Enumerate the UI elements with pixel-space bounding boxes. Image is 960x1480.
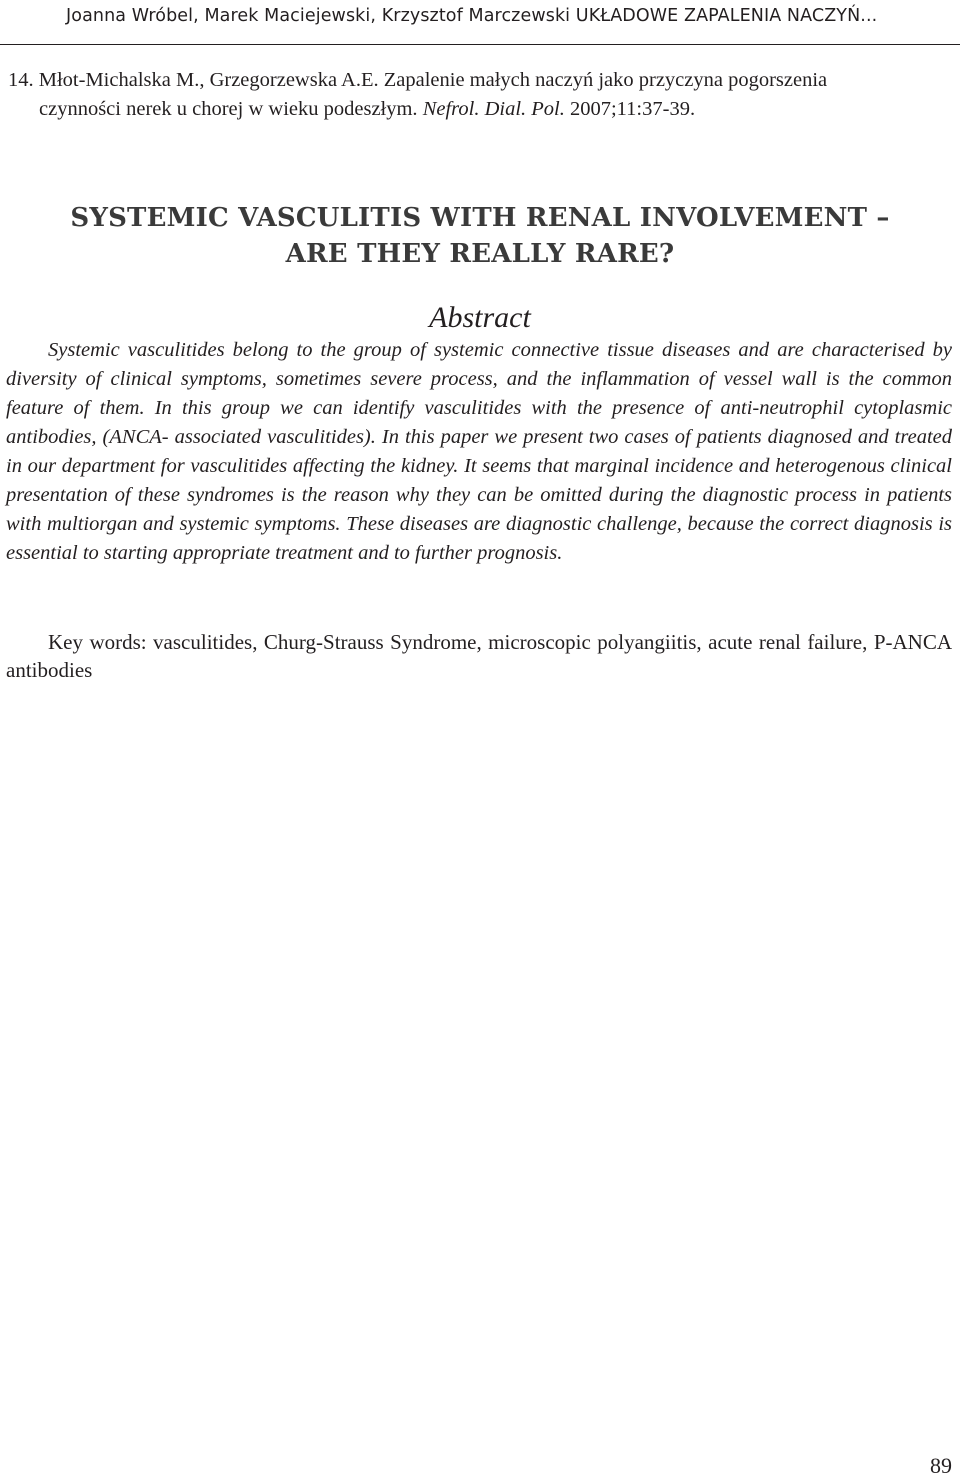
reference-continuation (8, 95, 940, 124)
page-number: 89 (930, 1453, 952, 1478)
article-title (0, 200, 960, 272)
keywords: Key words: vasculitides, Churg-Strauss Syndrome, microscopic polyangiitis, acute renal failure, P-ANCA antibodies (6, 630, 952, 682)
header-divider (0, 44, 960, 45)
reference-title-line-2: czynności nerek u chorej w wieku podeszłym. (39, 98, 418, 120)
reference-number: 14. (8, 69, 34, 91)
reference-authors: Młot-Michalska M., Grzegorzewska A.E. (38, 69, 379, 91)
abstract-heading: Abstract (429, 301, 531, 334)
reference-journal: Nefrol. Dial. Pol. (422, 98, 565, 120)
running-header: Joanna Wróbel, Marek Maciejewski, Krzysztof Marczewski UKŁADOWE ZAPALENIA NACZYŃ... (66, 6, 878, 26)
article-title-line-1: SYSTEMIC VASCULITIS WITH RENAL INVOLVEMENT – (70, 203, 890, 233)
reference-entry (8, 66, 940, 124)
reference-title-line-1: Zapalenie małych naczyń jako przyczyna pogorszenia (383, 69, 828, 91)
abstract-body: Systemic vasculitides belong to the group of systemic connective tissue diseases and are characterised by diversity of clinical symptoms, sometimes severe process, and the inflammation of vessel wall is the common feature of them. In this group we can identify vasculitides with the presence of anti-neutrophil cytoplasmic antibodies, (ANCA- associated vasculitides). In this paper we present two cases of patients diagnosed and treated in our department for vasculitides affecting the kidney. It seems that marginal incidence and heterogenous clinical presentation of these syndromes is the reason why they can be omitted during the diagnostic process in patients with multiorgan and systemic symptoms. These diseases are diagnostic challenge, because the correct diagnosis is essential to starting appropriate treatment and to further prognosis. (6, 339, 952, 564)
reference-citation: 2007;11:37-39. (569, 98, 696, 120)
article-title-line-2: ARE THEY REALLY RARE? (285, 239, 675, 269)
